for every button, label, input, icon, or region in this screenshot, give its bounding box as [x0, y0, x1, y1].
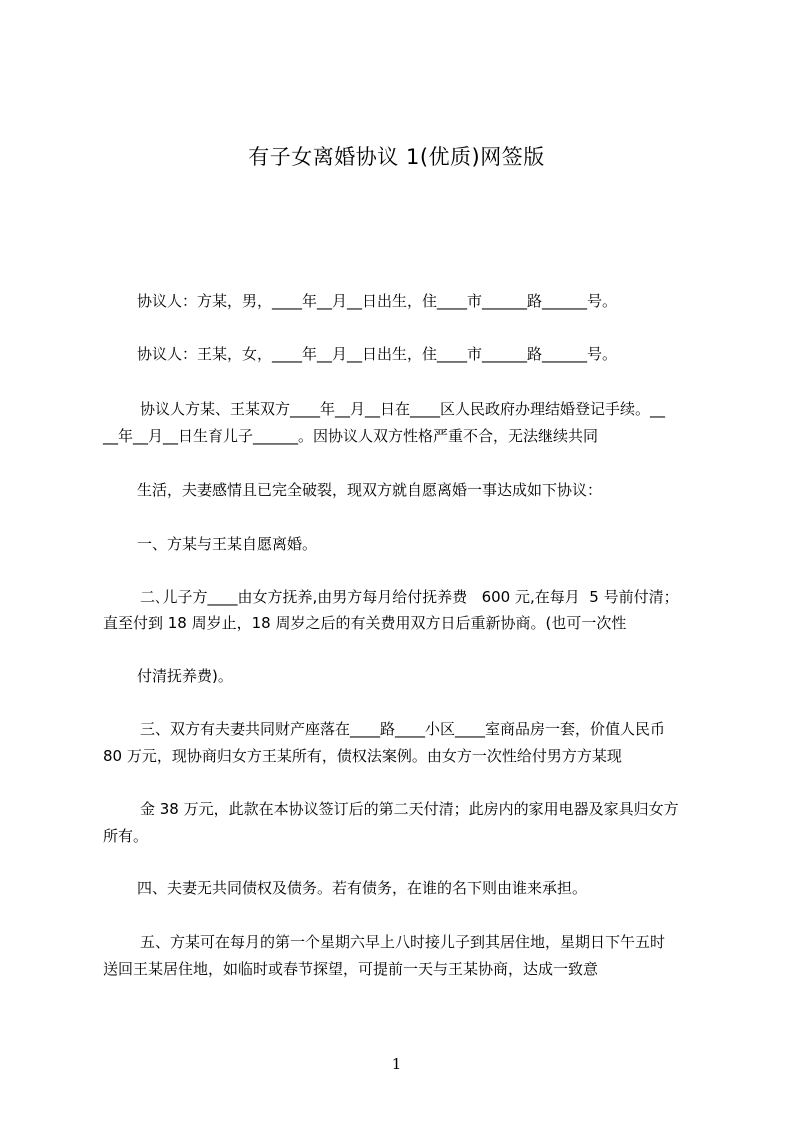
paragraph-party-2: 协议人：王某，女，____年__月__日出生，住____市______路______号。 [137, 345, 618, 363]
document-title: 有子女离婚协议 1(优质)网签版 [248, 145, 545, 169]
page-number: 1 [391, 1055, 402, 1073]
clause-2-line-3: 付清抚养费)。 [137, 667, 233, 685]
paragraph-agreement-intro: 生活，夫妻感情且已完全破裂，现双方就自愿离婚一事达成如下协议： [137, 481, 603, 499]
clause-3-line-3: 金 38 万元，此款在本协议签订后的第二天付清；此房内的家用电器及家具归女方 [140, 800, 679, 818]
clause-3-line-4: 所有。 [103, 827, 149, 845]
clause-1: 一、方某与王某自愿离婚。 [137, 535, 318, 553]
paragraph-party-1: 协议人：方某，男，____年__月__日出生，住____市______路______号。 [137, 292, 618, 310]
paragraph-marriage-line-2: __年__月__日生育儿子______。因协议人双方性格严重不合，无法继续共同 [103, 427, 599, 445]
clause-5-line-2: 送回王某居住地，如临时或春节探望，可提前一天与王某协商，达成一致意 [103, 960, 599, 978]
paragraph-marriage-line-1: 协议人方某、王某双方____年__月__日在____区人民政府办理结婚登记手续。__ [140, 400, 666, 418]
clause-2-line-1: 二､儿子方____由女方抚养,由男方每月给付抚养费 600 元,在每月 5 号前付清； [140, 588, 679, 606]
clause-3-line-2: 80 万元，现协商归女方王某所有，债权法案例。由女方一次性给付男方方某现 [103, 747, 622, 765]
clause-4: 四、夫妻无共同债权及债务。若有债务，在谁的名下则由谁来承担。 [137, 879, 588, 897]
clause-5-line-1: 五、方某可在每月的第一个星期六早上八时接儿子到其居住地，星期日下午五时 [140, 933, 666, 951]
clause-2-line-2: 直至付到 18 周岁止，18 周岁之后的有关费用双方日后重新协商。(也可一次性 [103, 614, 627, 632]
clause-3-line-1: 三、双方有夫妻共同财产座落在____路____小区____室商品房一套，价值人民币 [140, 720, 666, 738]
